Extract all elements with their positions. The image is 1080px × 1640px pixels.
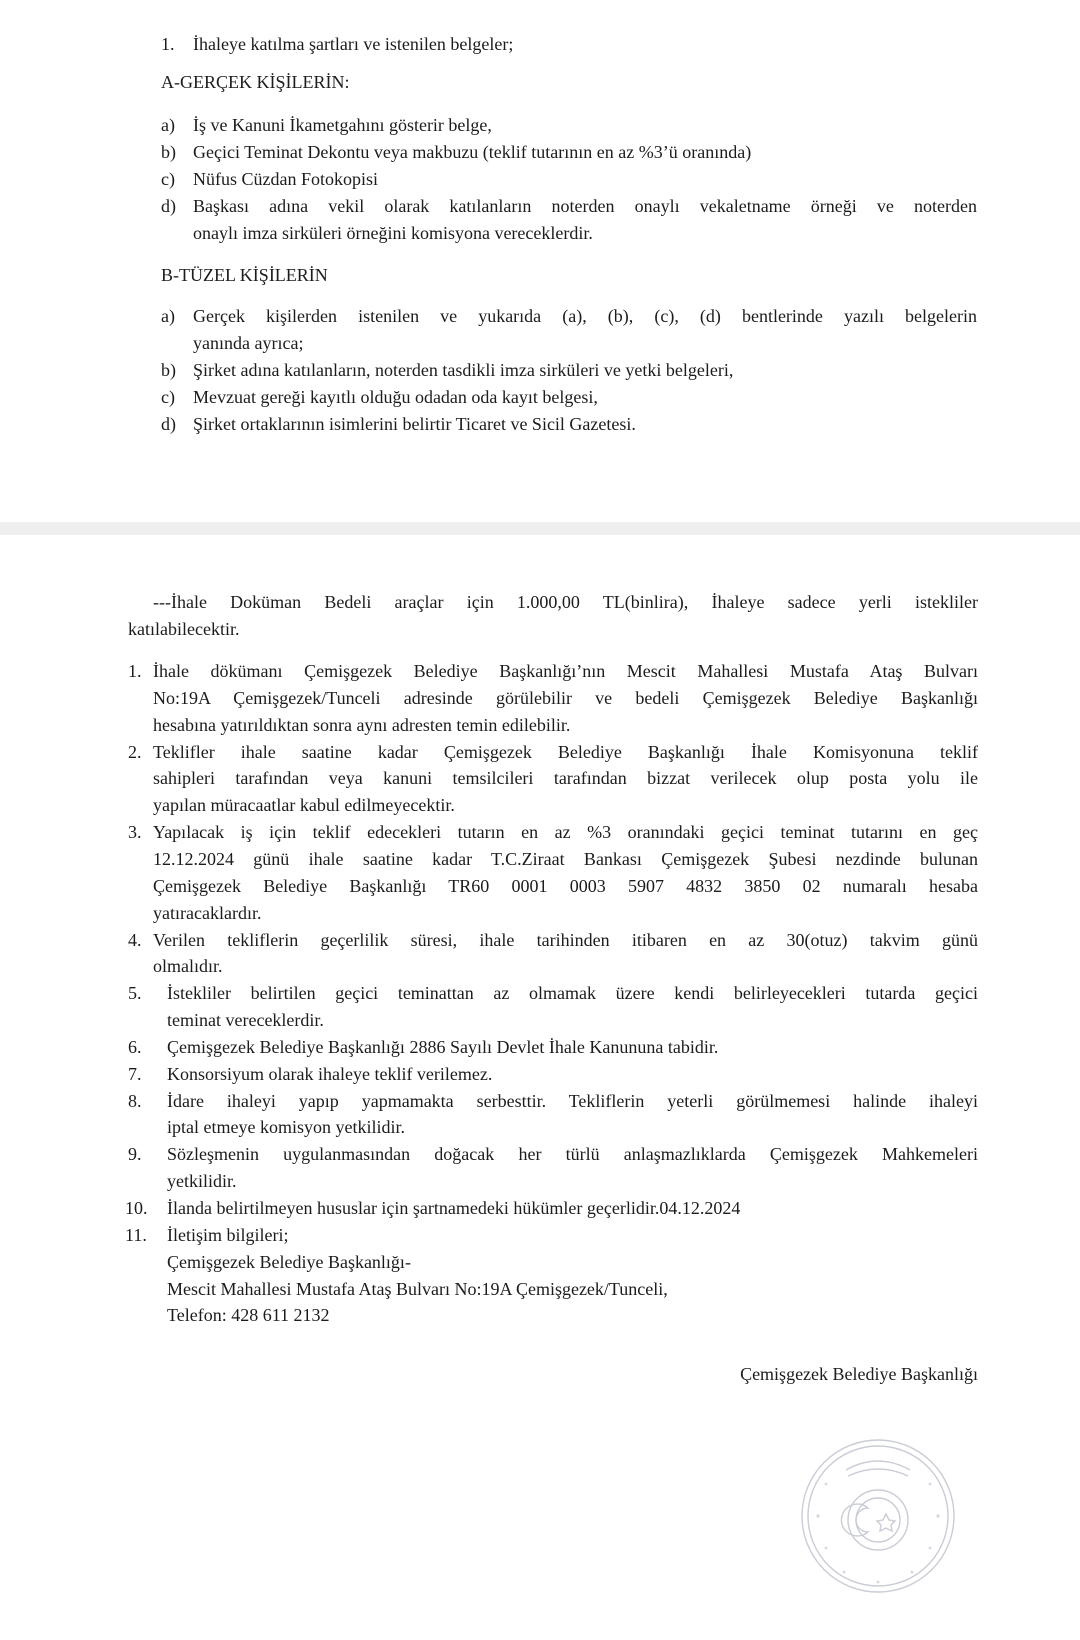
- official-seal-stamp: [798, 1436, 958, 1596]
- signature-text: Çemişgezek Belediye Başkanlığı: [740, 1364, 978, 1384]
- list-item-line: İletişim bilgileri;: [167, 1224, 289, 1245]
- list-item-line: yanında ayrıca;: [193, 333, 304, 353]
- list-marker: b): [161, 360, 176, 380]
- list-marker: c): [161, 169, 175, 189]
- section-b-heading: B-TÜZEL KİŞİLERİN: [161, 265, 328, 285]
- list-item-line: Telefon: 428 611 2132: [167, 1305, 330, 1326]
- list-item-line: hesabına yatırıldıktan sonra aynı adresten temin edilebilir.: [153, 714, 571, 735]
- list-item-line: yetkilidir.: [167, 1171, 237, 1192]
- item-number: 1.: [161, 34, 175, 54]
- list-number: 2.: [128, 741, 142, 762]
- list-item-line: No:19A Çemişgezek/Tunceli adresinde görülebilir ve bedeli Çemişgezek Belediye Başkanlığı: [153, 687, 978, 708]
- list-item-line: iptal etmeye komisyon yetkilidir.: [167, 1117, 405, 1138]
- list-marker: d): [161, 196, 176, 216]
- list-item-line: yatıracaklardır.: [153, 902, 262, 923]
- list-marker: a): [161, 115, 175, 135]
- list-item-line: Mescit Mahallesi Mustafa Ataş Bulvarı No:19A Çemişgezek/Tunceli,: [167, 1278, 668, 1299]
- list-item-line: 12.12.2024 günü ihale saatine kadar T.C.Ziraat Bankası Çemişgezek Şubesi nezdinde bulunan: [153, 848, 978, 869]
- list-marker: b): [161, 142, 176, 162]
- list-number: 11.: [125, 1224, 147, 1245]
- list-marker: c): [161, 387, 175, 407]
- list-item-line: Başkası adına vekil olarak katılanların noterden onaylı vekaletname örneği ve noterden: [193, 196, 977, 216]
- section-a-heading: A-GERÇEK KİŞİLERİN:: [161, 72, 350, 92]
- page-divider: [0, 522, 1080, 535]
- intro-line: katılabilecektir.: [128, 619, 240, 639]
- list-item-line: Gerçek kişilerden istenilen ve yukarıda (a), (b), (c), (d) bentlerinde yazılı belgelerin: [193, 306, 977, 326]
- list-number: 4.: [128, 929, 142, 950]
- list-number: 1.: [128, 661, 142, 681]
- list-item-line: olmalıdır.: [153, 956, 223, 977]
- list-item: Geçici Teminat Dekontu veya makbuzu (teklif tutarının en az %3’ü oranında): [193, 142, 752, 162]
- intro-line: ---İhale Doküman Bedeli araçlar için 1.000,00 TL(binlira), İhaleye sadece yerli istekliler: [153, 592, 978, 612]
- list-number: 7.: [128, 1063, 142, 1084]
- list-number: 3.: [128, 822, 142, 843]
- list-item-line: Çemişgezek Belediye Başkanlığı TR60 0001 0003 5907 4832 3850 02 numaralı hesaba: [153, 875, 978, 896]
- list-item-line: Verilen tekliflerin geçerlilik süresi, ihale tarihinden itibaren en az 30(otuz) takvim günü: [153, 929, 978, 950]
- list-item-line: Çemişgezek Belediye Başkanlığı-: [167, 1251, 411, 1272]
- list-number: 9.: [128, 1144, 142, 1165]
- list-item-line: İstekliler belirtilen geçici teminattan az olmamak üzere kendi belirleyecekleri tutarda geçici: [167, 983, 978, 1004]
- list-number: 8.: [128, 1090, 142, 1111]
- list-item-line: teminat vereceklerdir.: [167, 1010, 324, 1031]
- list-item-line: Teklifler ihale saatine kadar Çemişgezek Belediye Başkanlığı İhale Komisyonuna teklif: [153, 741, 978, 762]
- list-number: 5.: [128, 983, 142, 1004]
- list-item: Nüfus Cüzdan Fotokopisi: [193, 169, 379, 189]
- list-item: Şirket ortaklarının isimlerini belirtir Ticaret ve Sicil Gazetesi.: [193, 414, 636, 434]
- list-marker: d): [161, 414, 176, 434]
- list-item-line: İdare ihaleyi yapıp yapmamakta serbesttir. Tekliflerin yeterli görülmemesi halinde ihaleyi: [167, 1090, 978, 1111]
- list-item-line: sahipleri tarafından veya kanuni temsilcileri tarafından bizzat verilecek olup posta yolu ile: [153, 768, 978, 789]
- list-marker: a): [161, 306, 175, 326]
- list-item-line: Çemişgezek Belediye Başkanlığı 2886 Sayılı Devlet İhale Kanununa tabidir.: [167, 1036, 719, 1057]
- list-item-line: Sözleşmenin uygulanmasından doğacak her türlü anlaşmazlıklarda Çemişgezek Mahkemeleri: [167, 1144, 978, 1165]
- list-item-line: yapılan müracaatlar kabul edilmeyecektir.: [153, 795, 455, 816]
- list-item: Şirket adına katılanların, noterden tasdikli imza sirküleri ve yetki belgeleri,: [193, 360, 734, 380]
- list-item-line: Konsorsiyum olarak ihaleye teklif verilemez.: [167, 1063, 493, 1084]
- list-number: 10.: [125, 1198, 148, 1218]
- list-number: 6.: [128, 1036, 142, 1057]
- list-item-line: İhale dökümanı Çemişgezek Belediye Başkanlığı’nın Mescit Mahallesi Mustafa Ataş Bulvarı: [153, 661, 978, 681]
- list-item-line: onaylı imza sirküleri örneğini komisyona vereceklerdir.: [193, 223, 593, 243]
- list-item-line: Yapılacak iş için teklif edecekleri tutarın en az %3 oranındaki geçici teminat tutarını en geç: [153, 822, 978, 843]
- list-item: İş ve Kanuni İkametgahını gösterir belge,: [193, 115, 492, 135]
- list-item-line: İlanda belirtilmeyen hususlar için şartnamedeki hükümler geçerlidir.04.12.2024: [167, 1198, 741, 1218]
- item-heading: İhaleye katılma şartları ve istenilen belgeler;: [193, 34, 514, 54]
- list-item: Mevzuat gereği kayıtlı olduğu odadan oda kayıt belgesi,: [193, 387, 598, 407]
